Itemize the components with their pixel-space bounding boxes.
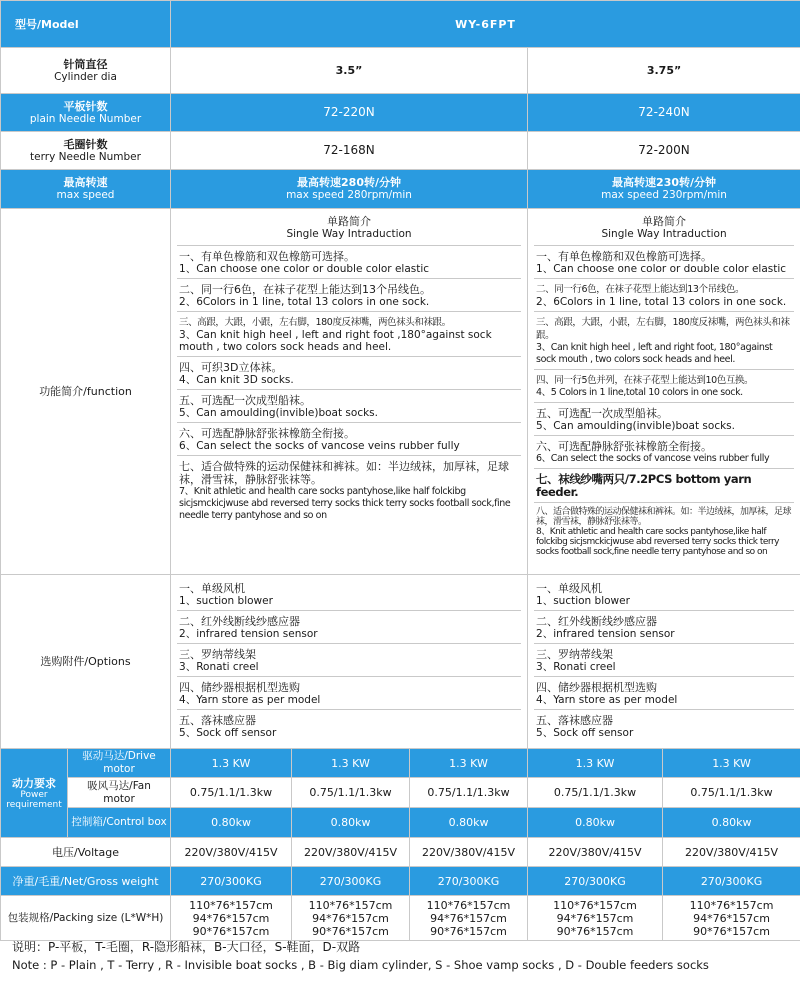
weight-value: 270/300KG: [663, 867, 800, 896]
power-label: 动力要求 Power requirement: [1, 749, 68, 838]
option-item: 三、罗纳蒂线架 3、Ronati creel: [177, 644, 521, 677]
voltage-value: 220V/380V/415V: [292, 838, 410, 867]
plain-needle-value-2: 72-240N: [528, 94, 800, 132]
control-box-value: 0.80kw: [663, 808, 800, 838]
function-col-2: [528, 209, 800, 575]
function-col-1: [171, 209, 528, 575]
voltage-value: 220V/380V/415V: [171, 838, 292, 867]
function-item: 六、可选配静脉舒张袜橡筋全衔接。 6、Can select the socks of vancose veins rubber fully: [177, 423, 521, 456]
fan-motor-value: 0.75/1.1/1.3kw: [528, 778, 663, 808]
packing-value: 110*76*157cm 94*76*157cm 90*76*157cm: [171, 896, 292, 941]
fan-motor-label: 吸风马达/Fan motor: [68, 778, 171, 808]
function-item: 六、可选配静脉舒张袜橡筋全衔接。 6、Can select the socks of vancose veins rubber fully: [534, 436, 794, 469]
function-item: 一、有单色橡筋和双色橡筋可选择。 1、Can choose one color or double color elastic: [177, 246, 521, 279]
function-head-1: 单路简介 Single Way Intraduction: [177, 212, 521, 246]
function-item: 七、袜线纱嘴两只/7.2PCS bottom yarn feeder.: [534, 469, 794, 503]
model-name: WY-6FPT: [171, 1, 800, 48]
function-item: 四、同一行5色并列，在袜子花型上能达到10色互换。 4、5 Colors in 1 line,total 10 colors in one sock.: [534, 370, 794, 403]
function-item: 四、可织3D立体袜。 4、Can knit 3D socks.: [177, 357, 521, 390]
fan-motor-value: 0.75/1.1/1.3kw: [663, 778, 800, 808]
cylinder-label: 针筒直径 Cylinder dia: [1, 48, 171, 94]
function-item: 二、同一行6色，在袜子花型上能达到13个吊线色。 2、6Colors in 1 line, total 13 colors in one sock.: [177, 279, 521, 312]
voltage-value: 220V/380V/415V: [528, 838, 663, 867]
function-item: 三、高跟，大跟，小跟，左右脚，180度反袜嘴，两色袜头和袜跟。 3、Can knit high heel , left and right foot ,180°against sock mouth , two colors sock heads and heel.: [177, 312, 521, 357]
option-item: 一、单级风机 1、suction blower: [534, 578, 794, 611]
fan-motor-value: 0.75/1.1/1.3kw: [410, 778, 528, 808]
options-col-1: [171, 575, 528, 749]
packing-value: 110*76*157cm 94*76*157cm 90*76*157cm: [528, 896, 663, 941]
drive-motor-value: 1.3 KW: [171, 749, 292, 778]
function-item: 七、适合做特殊的运动保健袜和裤袜。如：半边绒袜，加厚袜，足球袜，滑雪袜，静脉舒张袜等。 7、Knit athletic and health care socks pantyhose,like half folckibg sicjsmckicjwuse abd reversed terry socks thick terry socks football sock,fine needle terry pantyhose and so on: [179, 460, 511, 521]
voltage-value: 220V/380V/415V: [663, 838, 800, 867]
terry-needle-label: 毛圈针数 terry Needle Number: [1, 132, 171, 170]
fan-motor-value: 0.75/1.1/1.3kw: [171, 778, 292, 808]
function-item: 五、可选配一次成型船袜。 5、Can amoulding(invible)boat socks.: [177, 390, 521, 423]
plain-needle-label: 平板针数 plain Needle Number: [1, 94, 171, 132]
option-item: 二、红外线断线纱感应器 2、infrared tension sensor: [534, 611, 794, 644]
control-box-value: 0.80kw: [171, 808, 292, 838]
function-item: 二、同一行6色，在袜子花型上能达到13个吊线色。 2、6Colors in 1 line, total 13 colors in one sock.: [534, 279, 794, 312]
weight-value: 270/300KG: [171, 867, 292, 896]
option-item: 二、红外线断线纱感应器 2、infrared tension sensor: [177, 611, 521, 644]
drive-motor-value: 1.3 KW: [292, 749, 410, 778]
drive-motor-value: 1.3 KW: [528, 749, 663, 778]
cylinder-value-1: 3.5”: [171, 48, 528, 94]
function-head-2: 单路简介 Single Way Intraduction: [534, 212, 794, 246]
terry-needle-value-1: 72-168N: [171, 132, 528, 170]
option-item: 五、落袜感应器 5、Sock off sensor: [179, 714, 277, 739]
option-item: 一、单级风机 1、suction blower: [177, 578, 521, 611]
options-col-2: [528, 575, 800, 749]
drive-motor-value: 1.3 KW: [663, 749, 800, 778]
options-label: 选购附件/Options: [1, 575, 171, 749]
voltage-label: 电压/Voltage: [1, 838, 171, 867]
plain-needle-value-1: 72-220N: [171, 94, 528, 132]
cylinder-value-2: 3.75”: [528, 48, 800, 94]
note-en: Note : P - Plain , T - Terry , R - Invisible boat socks , B - Big diam cylinder, S - Shoe vamp socks , D - Double feeders socks: [12, 958, 709, 972]
function-item: 三、高跟，大跟，小跟，左右脚，180度反袜嘴，两色袜头和袜跟。 3、Can knit high heel , left and right foot, 180°against sock mouth , two colors sock heads and heel.: [534, 312, 794, 370]
control-box-value: 0.80kw: [410, 808, 528, 838]
weight-value: 270/300KG: [410, 867, 528, 896]
drive-motor-value: 1.3 KW: [410, 749, 528, 778]
terry-needle-value-2: 72-200N: [528, 132, 800, 170]
voltage-value: 220V/380V/415V: [410, 838, 528, 867]
packing-label: 包装规格/Packing size (L*W*H): [1, 896, 171, 941]
function-item: 八、适合做特殊的运动保健袜和裤袜。如：半边绒袜，加厚袜，足球袜，滑雪袜，静脉舒张袜等。 8、Knit athletic and health care socks pantyhose,like half folckibg sicjsmckicjwuse abd reversed terry socks thick terry socks football sock,fine needle terry pantyhose and so on: [536, 507, 792, 557]
speed-value-1: 最高转速280转/分钟 max speed 280rpm/min: [171, 170, 528, 209]
function-label: 功能简介/function: [1, 209, 171, 575]
packing-value: 110*76*157cm 94*76*157cm 90*76*157cm: [410, 896, 528, 941]
packing-value: 110*76*157cm 94*76*157cm 90*76*157cm: [663, 896, 800, 941]
control-box-label: 控制箱/Control box: [68, 808, 171, 838]
function-item: 五、可选配一次成型船袜。 5、Can amoulding(invible)boat socks.: [534, 403, 794, 436]
packing-value: 110*76*157cm 94*76*157cm 90*76*157cm: [292, 896, 410, 941]
speed-label: 最高转速 max speed: [1, 170, 171, 209]
control-box-value: 0.80kw: [528, 808, 663, 838]
option-item: 五、落袜感应器 5、Sock off sensor: [536, 714, 634, 739]
weight-value: 270/300KG: [292, 867, 410, 896]
function-item: 一、有单色橡筋和双色橡筋可选择。 1、Can choose one color or double color elastic: [534, 246, 794, 279]
weight-label: 净重/毛重/Net/Gross weight: [1, 867, 171, 896]
control-box-value: 0.80kw: [292, 808, 410, 838]
weight-value: 270/300KG: [528, 867, 663, 896]
note-zh: 说明：P-平板，T-毛圈，R-隐形船袜，B-大口径，S-鞋面，D-双路: [12, 940, 361, 954]
drive-motor-label: 驱动马达/Drive motor: [68, 749, 171, 778]
option-item: 三、罗纳蒂线架 3、Ronati creel: [534, 644, 794, 677]
option-item: 四、储纱器根据机型选购 4、Yarn store as per model: [534, 677, 794, 710]
speed-value-2: 最高转速230转/分钟 max speed 230rpm/min: [528, 170, 800, 209]
fan-motor-value: 0.75/1.1/1.3kw: [292, 778, 410, 808]
option-item: 四、储纱器根据机型选购 4、Yarn store as per model: [177, 677, 521, 710]
model-label: 型号/Model: [1, 1, 171, 48]
